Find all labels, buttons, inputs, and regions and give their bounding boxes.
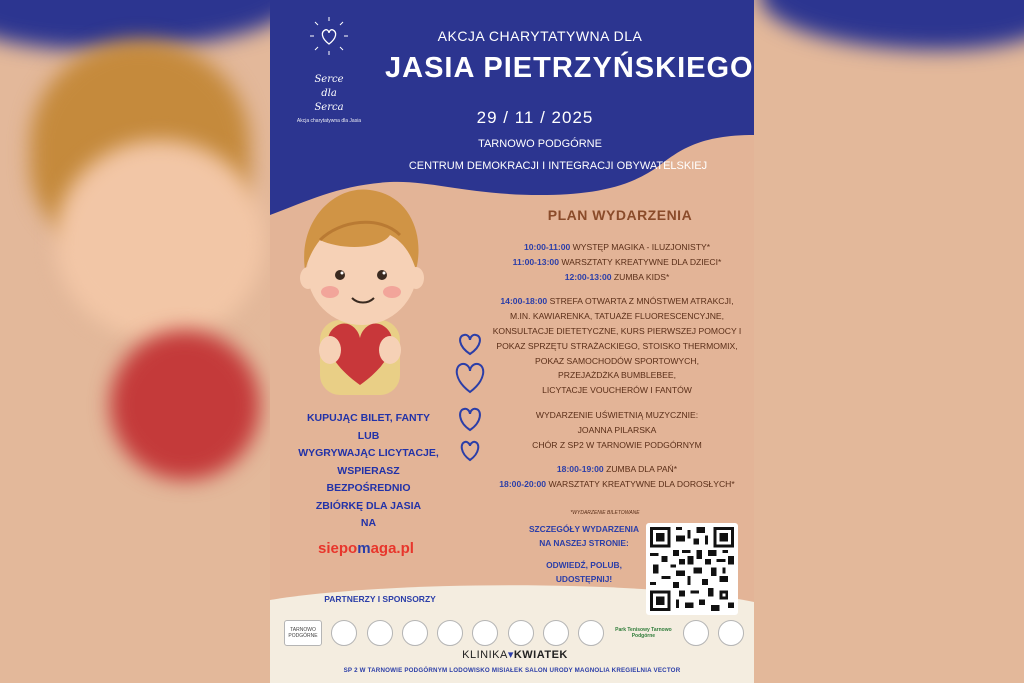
partner-logo — [472, 620, 498, 646]
music-line: JOANNA PILARSKA — [577, 424, 657, 435]
logo-line-2: dla — [321, 88, 337, 99]
boy-with-heart-illustration — [280, 180, 440, 395]
bg-navy-shape-right — [760, 0, 1024, 50]
schedule-time: 12:00-13:00 — [564, 271, 612, 282]
header-name: JASIA PIETRZYŃSKIEGO — [385, 52, 754, 84]
plan-title: PLAN WYDARZENIA — [547, 207, 693, 223]
schedule-item — [480, 255, 754, 270]
qr-code-icon — [650, 527, 734, 611]
klinika-text: KLINIKA — [462, 649, 508, 661]
bg-heart — [110, 330, 260, 480]
support-line: LUB — [357, 429, 380, 442]
partner-logo — [367, 620, 393, 646]
siepomaga-part-1: siepo — [318, 540, 358, 557]
event-location: TARNOWO PODGÓRNE — [478, 138, 602, 150]
serce-logo — [284, 16, 374, 124]
details-line-1: SZCZEGÓŁY WYDARZENIA — [528, 524, 640, 534]
event-details — [520, 523, 648, 586]
schedule-line: PRZEJAŻDŻKA BUMBLEBEE, — [558, 370, 676, 381]
partner-logo — [331, 620, 357, 646]
siepomaga-logo — [306, 540, 426, 557]
siepomaga-part-3: aga.pl — [370, 540, 414, 557]
bg-boy-face — [55, 140, 265, 340]
partner-logo — [543, 620, 569, 646]
event-poster — [270, 0, 754, 683]
schedule-item — [480, 477, 754, 492]
partner-logo-tarnowo: TARNOWO PODGÓRNE — [284, 620, 322, 646]
schedule-line: POKAZ SAMOCHODÓW SPORTOWYCH, — [535, 355, 699, 366]
schedule-line: KONSULTACJE DIETETYCZNE, KURS PIERWSZEJ POMOCY I — [492, 325, 742, 336]
support-line: KUPUJĄC BILET, FANTY — [306, 412, 431, 424]
schedule-line: M.IN. KAWIARENKA, TATUAŻE FLUORESCENCYJNE, — [509, 311, 725, 322]
schedule-line: LICYTACJE VOUCHERÓW I FANTÓW — [542, 385, 692, 396]
music-line: WYDARZENIE UŚWIETNIĄ MUZYCZNIE: — [535, 409, 699, 420]
logo-line-1: Serce — [314, 74, 344, 85]
ticketed-footnote: *WYDARZENIE BILETOWANE — [570, 510, 640, 516]
schedule-text: STREFA OTWARTA Z MNÓSTWEM ATRAKCJI, — [547, 296, 734, 307]
partner-logo — [402, 620, 428, 646]
details-line-2: NA NASZEJ STRONIE: — [539, 537, 629, 548]
schedule-time: 18:00-20:00 — [499, 479, 547, 490]
support-line: ZBIÓRKĘ DLA JASIA — [315, 499, 422, 512]
schedule-item — [480, 294, 754, 309]
schedule-time: 10:00-11:00 — [523, 242, 571, 252]
partner-logo — [683, 620, 709, 646]
support-message — [286, 410, 451, 533]
schedule-text: ZUMBA KIDS* — [611, 271, 670, 282]
heart-icon — [309, 16, 349, 56]
header-line-1: AKCJA CHARYTATYWNA DLA — [437, 28, 643, 44]
schedule-time: 11:00-13:00 — [512, 256, 559, 267]
schedule-line: POKAZ SPRZĘTU STRAŻACKIEGO, STOISKO THERMOMIX, — [496, 340, 738, 351]
music-line: CHÓR Z SP2 W TARNOWIE PODGÓRNYM — [532, 439, 702, 450]
support-line: NA — [360, 517, 377, 529]
details-line-4: UDOSTĘPNIJ! — [555, 573, 613, 584]
partner-logo — [508, 620, 534, 646]
support-line: BEZPOŚREDNIO — [326, 482, 411, 494]
support-line: WYGRYWAJĄC LICYTACJE, — [298, 447, 439, 459]
partners-title: PARTNERZY I SPONSORZY — [324, 594, 436, 604]
schedule-item — [480, 270, 754, 285]
schedule-text: WARSZTATY KREATYWNE DLA DZIECI* — [559, 256, 722, 267]
partner-logo — [718, 620, 744, 646]
partner-logo — [578, 620, 604, 646]
schedule-text: WYSTĘP MAGIKA - ILUZJONISTY* — [570, 242, 711, 252]
partner-logos — [284, 618, 744, 648]
siepomaga-part-2: m — [357, 540, 371, 557]
logo-subtitle: Akcja charytatywna dla Jasia — [296, 118, 362, 124]
kwiatek-text: KWIATEK — [513, 649, 568, 661]
schedule-item — [480, 240, 754, 255]
schedule-time: 18:00-19:00 — [556, 464, 604, 475]
schedule-text: WARSZTATY KREATYWNE DLA DOROSŁYCH* — [546, 479, 735, 490]
logo-line-3: Serca — [314, 102, 344, 113]
partner-logo-park-tenisowy: Park Tenisowy Tarnowo Podgórne — [615, 627, 672, 639]
qr-code[interactable] — [646, 523, 738, 615]
klinika-kwiatek-logo — [440, 648, 590, 661]
schedule-time: 14:00-18:00 — [500, 296, 548, 307]
bottom-sponsors: SP 2 W TARNOWIE PODGÓRNYM LODOWISKO MISIAŁEK SALON URODY MAGNOLIA KREGIELNIA VECTOR — [343, 667, 681, 674]
event-venue: CENTRUM DEMOKRACJI I INTEGRACJI OBYWATELSKIEJ — [408, 160, 708, 172]
support-line: WSPIERASZ — [337, 464, 400, 477]
event-date: 29 / 11 / 2025 — [476, 108, 594, 127]
partner-logo — [437, 620, 463, 646]
event-schedule — [480, 240, 754, 492]
schedule-item — [480, 462, 754, 477]
chevron-down-icon: ▾ — [507, 649, 514, 661]
schedule-text: ZUMBA DLA PAŃ* — [603, 464, 678, 475]
details-line-3: ODWIEDŹ, POLUB, — [546, 560, 622, 570]
